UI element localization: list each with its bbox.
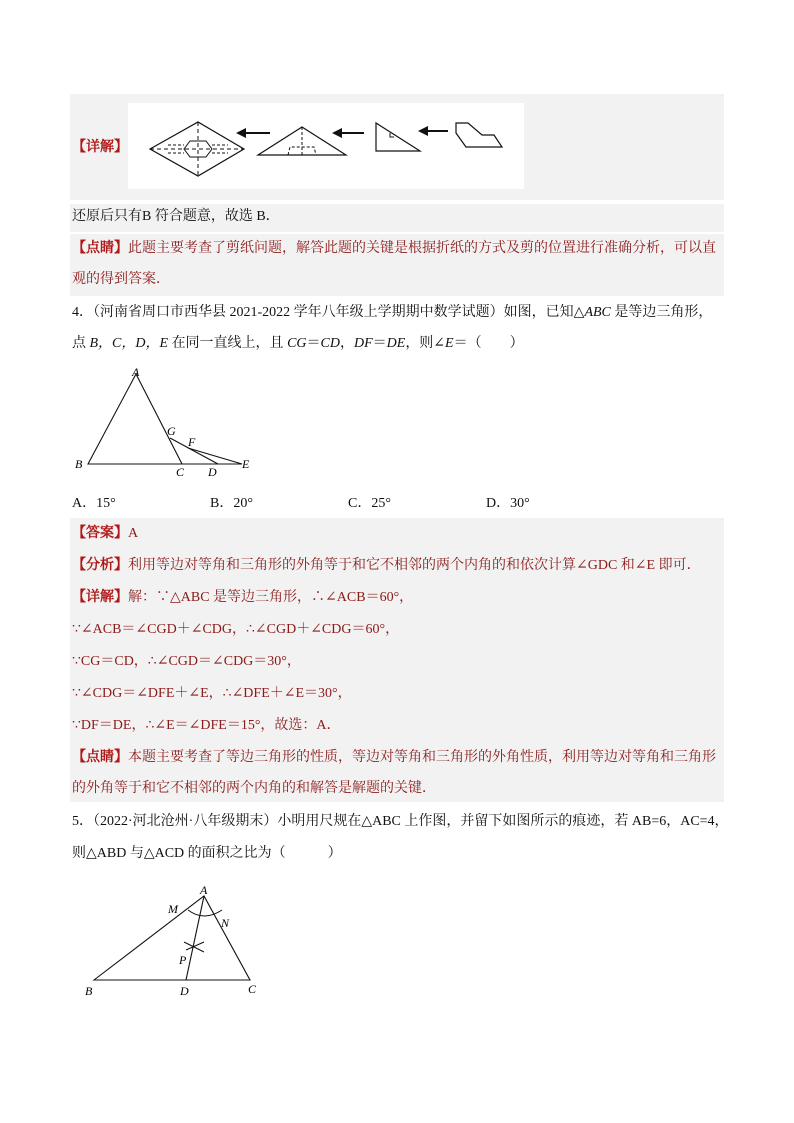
detail-line-2: ∵∠ACB＝∠CGD＋∠CDG，∴∠CGD＋∠CDG＝60°， <box>72 622 400 637</box>
fig5-label-D: D <box>180 984 189 998</box>
label-D: D <box>208 465 217 479</box>
fig5-label-N: N <box>221 916 230 930</box>
q4-stem-line-2: 点 B，C，D，E 在同一直线上，且 CG＝CD，DF＝DE，则∠E＝（ ） <box>72 336 524 351</box>
q4-comment-line-1: 【点睛】本题主要考查了等边三角形的性质，等边对等角和三角形的外角性质，利用等边对等角和三角形 <box>72 750 716 765</box>
q4-triangle-figure <box>70 362 270 482</box>
paper-folding-figure <box>128 103 524 189</box>
label-E: E <box>242 457 250 471</box>
fig5-label-P: P <box>179 953 187 967</box>
label-C: C <box>176 465 185 479</box>
fig5-label-B: B <box>85 984 93 998</box>
label-B: B <box>75 457 83 471</box>
detail-line-4: ∵∠CDG＝∠DFE＋∠E，∴∠DFE＋∠E＝30°， <box>72 686 352 701</box>
q4-stem-line-1: 4．（河南省周口市西华县 2021-2022 学年八年级上学期期中数学试题）如图，已知△ABC 是等边三角形， <box>72 305 713 320</box>
fig5-label-A: A <box>200 883 208 897</box>
option-b[interactable]: B．20° <box>210 496 253 511</box>
option-a[interactable]: A．15° <box>72 496 116 511</box>
label-F: F <box>188 435 196 449</box>
option-d[interactable]: D．30° <box>486 496 530 511</box>
q4-comment-line-2: 的外角等于和它不相邻的两个内角的和解答是解题的关键． <box>72 781 436 796</box>
label-G: G <box>167 424 176 438</box>
q5-stem-line-1: 5．（2022·河北沧州·八年级期末）小明用尺规在△ABC 上作图，并留下如图所示的痕迹，若 AB=6，AC=4， <box>72 814 729 829</box>
detail-conclusion: 还原后只有B 符合题意，故选 B． <box>72 209 280 224</box>
detail-line-5: ∵DF＝DE，∴∠E＝∠DFE＝15°，故选：A． <box>72 718 341 733</box>
label-A: A <box>132 365 140 379</box>
comment-line-2: 观的得到答案． <box>72 272 170 287</box>
q5-stem-line-2: 则△ABD 与△ACD 的面积之比为（ ） <box>72 846 342 861</box>
option-c[interactable]: C．25° <box>348 496 391 511</box>
fig5-label-M: M <box>168 902 178 916</box>
detail-line-3: ∵CG＝CD，∴∠CGD＝∠CDG＝30°， <box>72 654 301 669</box>
comment-line-1: 【点睛】此题主要考查了剪纸问题，解答此题的关键是根据折纸的方式及剪的位置进行准确分析，可以直 <box>72 241 716 256</box>
answer-line: 【答案】A <box>72 526 139 541</box>
folding-steps-diagram <box>128 103 524 189</box>
analysis-line: 【分析】利用等边对等角和三角形的外角等于和它不相邻的两个内角的和依次计算∠GDC 和∠E 即可． <box>72 558 701 573</box>
detail-line-1: 【详解】解：∵△ABC 是等边三角形，∴∠ACB＝60°， <box>72 590 414 605</box>
fig5-label-C: C <box>248 982 257 996</box>
detail-tag: 【详解】 <box>72 140 128 155</box>
q5-construction-figure <box>80 882 280 1002</box>
